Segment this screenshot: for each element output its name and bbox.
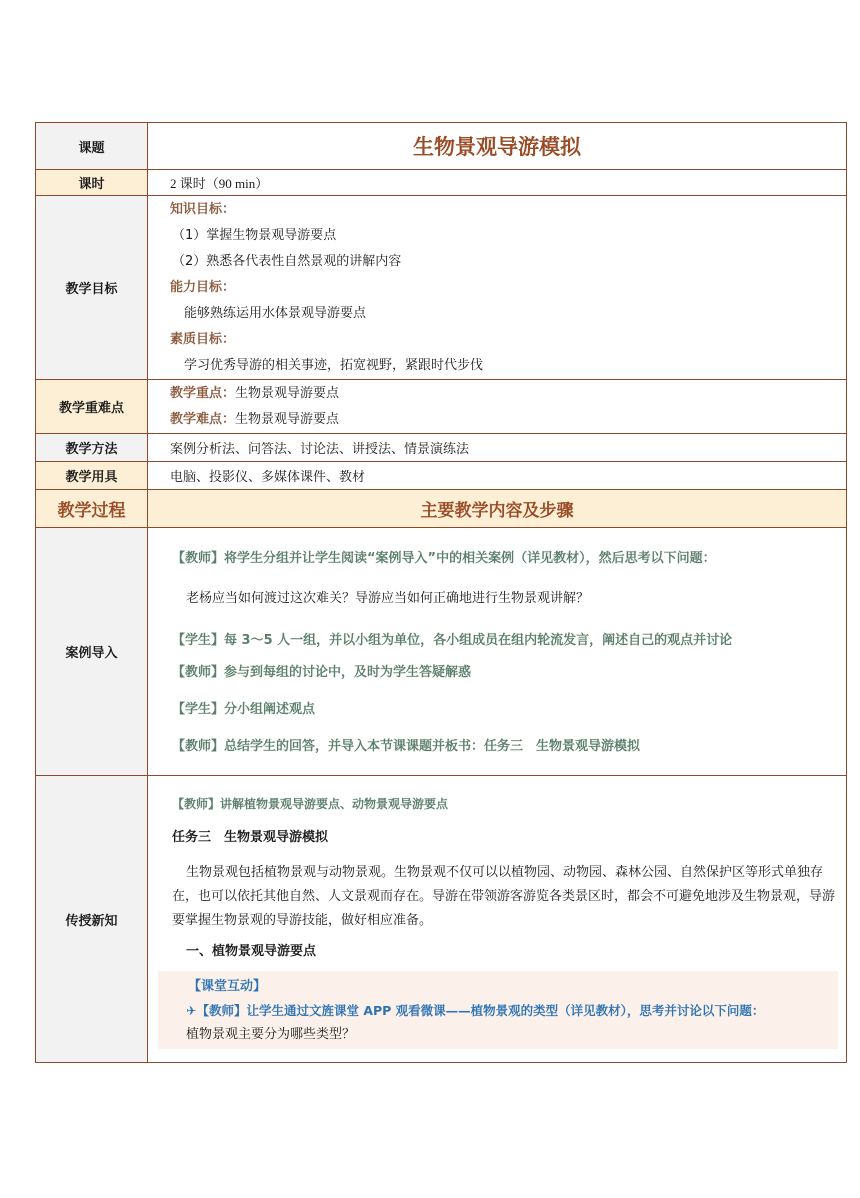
knowledge-item-1: （1）掌握生物景观导游要点 xyxy=(172,227,337,243)
quality-item-1: 学习优秀导游的相关事迹，拓宽视野，紧跟时代步伐 xyxy=(184,357,484,373)
interaction-heading: 【课堂互动】 xyxy=(188,979,267,994)
case-teacher-1: 【教师】将学生分组并让学生阅读“案例导入”中的相关案例（详见教材），然后思考以下问题： xyxy=(172,551,716,566)
key-value: 生物景观导游要点 xyxy=(235,385,340,401)
row-keypoints xyxy=(36,380,847,434)
row-method xyxy=(36,434,847,462)
difficulty-value: 生物景观导游要点 xyxy=(235,411,340,427)
row-hours xyxy=(36,170,847,196)
case-teacher-2: 【教师】参与到每组的讨论中，及时为学生答疑解惑 xyxy=(172,665,472,680)
key-heading: 教学重点： xyxy=(170,385,236,401)
lesson-title: 生物景观导游模拟 xyxy=(148,123,847,170)
difficulty-heading: 教学难点： xyxy=(170,411,236,427)
new-teacher-1: 【教师】讲解植物景观导游要点、动物景观导游要点 xyxy=(172,797,449,811)
method-value: 案例分析法、问答法、讨论法、讲授法、情景演练法 xyxy=(148,434,847,462)
row-process-header xyxy=(36,490,847,528)
hours-value: 2 课时（90 min） xyxy=(148,170,847,196)
quality-heading: 素质目标： xyxy=(170,331,236,347)
case-question: 老杨应当如何渡过这次难关？导游应当如何正确地进行生物景观讲解？ xyxy=(186,591,590,606)
case-teacher-3: 【教师】总结学生的回答，并导入本节课课题并板书：任务三 生物景观导游模拟 xyxy=(172,739,641,754)
row-new-knowledge xyxy=(36,776,847,1063)
hours-label: 课时 xyxy=(36,170,148,196)
intro-paragraph: 生物景观包括植物景观与动物景观。生物景观不仅可以以植物园、动物园、森林公园、自然保护区等形式单独存在，也可以依托其他自然、人文景观而存在。导游在带领游客游览各类景区时，都会不可避免地涉及生物景观，导游要掌握生物景观的导游技能，做好相应准备。 xyxy=(172,865,836,928)
row-objectives xyxy=(36,196,847,380)
keypoints-cell xyxy=(148,380,847,434)
task-title: 任务三 生物景观导游模拟 xyxy=(172,830,329,845)
lesson-plan-sheet xyxy=(35,122,847,1063)
new-knowledge-cell xyxy=(148,776,847,1063)
interaction-teacher: ✈【教师】让学生通过文旌课堂 APP 观看微课——植物景观的类型（详见教材），思考并讨论以下问题： xyxy=(186,1003,765,1018)
row-topic xyxy=(36,123,847,170)
case-student-1: 【学生】每 3～5 人一组，并以小组为单位，各小组成员在组内轮流发言，阐述自己的观点并讨论 xyxy=(172,633,733,648)
tools-value: 电脑、投影仪、多媒体课件、教材 xyxy=(148,462,847,490)
objectives-cell xyxy=(148,196,847,380)
interaction-question: 植物景观主要分为哪些类型？ xyxy=(186,1027,356,1042)
classroom-interaction-box xyxy=(158,971,838,1049)
topic-label: 课题 xyxy=(36,123,148,170)
ability-heading: 能力目标： xyxy=(170,279,236,295)
row-tools xyxy=(36,462,847,490)
case-label: 案例导入 xyxy=(36,528,148,776)
process-header-right: 主要教学内容及步骤 xyxy=(148,490,847,528)
case-student-2: 【学生】分小组阐述观点 xyxy=(172,702,316,717)
keypoints-label: 教学重难点 xyxy=(36,380,148,434)
case-cell xyxy=(148,528,847,776)
method-label: 教学方法 xyxy=(36,434,148,462)
objectives-label: 教学目标 xyxy=(36,196,148,380)
new-knowledge-label: 传授新知 xyxy=(36,776,148,1063)
lesson-table xyxy=(35,122,847,1063)
tools-label: 教学用具 xyxy=(36,462,148,490)
knowledge-item-2: （2）熟悉各代表性自然景观的讲解内容 xyxy=(172,253,402,269)
row-case-intro xyxy=(36,528,847,776)
ability-item-1: 能够熟练运用水体景观导游要点 xyxy=(184,305,367,321)
process-header-left: 教学过程 xyxy=(36,490,148,528)
knowledge-heading: 知识目标： xyxy=(170,201,236,217)
section-heading: 一、植物景观导游要点 xyxy=(186,944,317,959)
